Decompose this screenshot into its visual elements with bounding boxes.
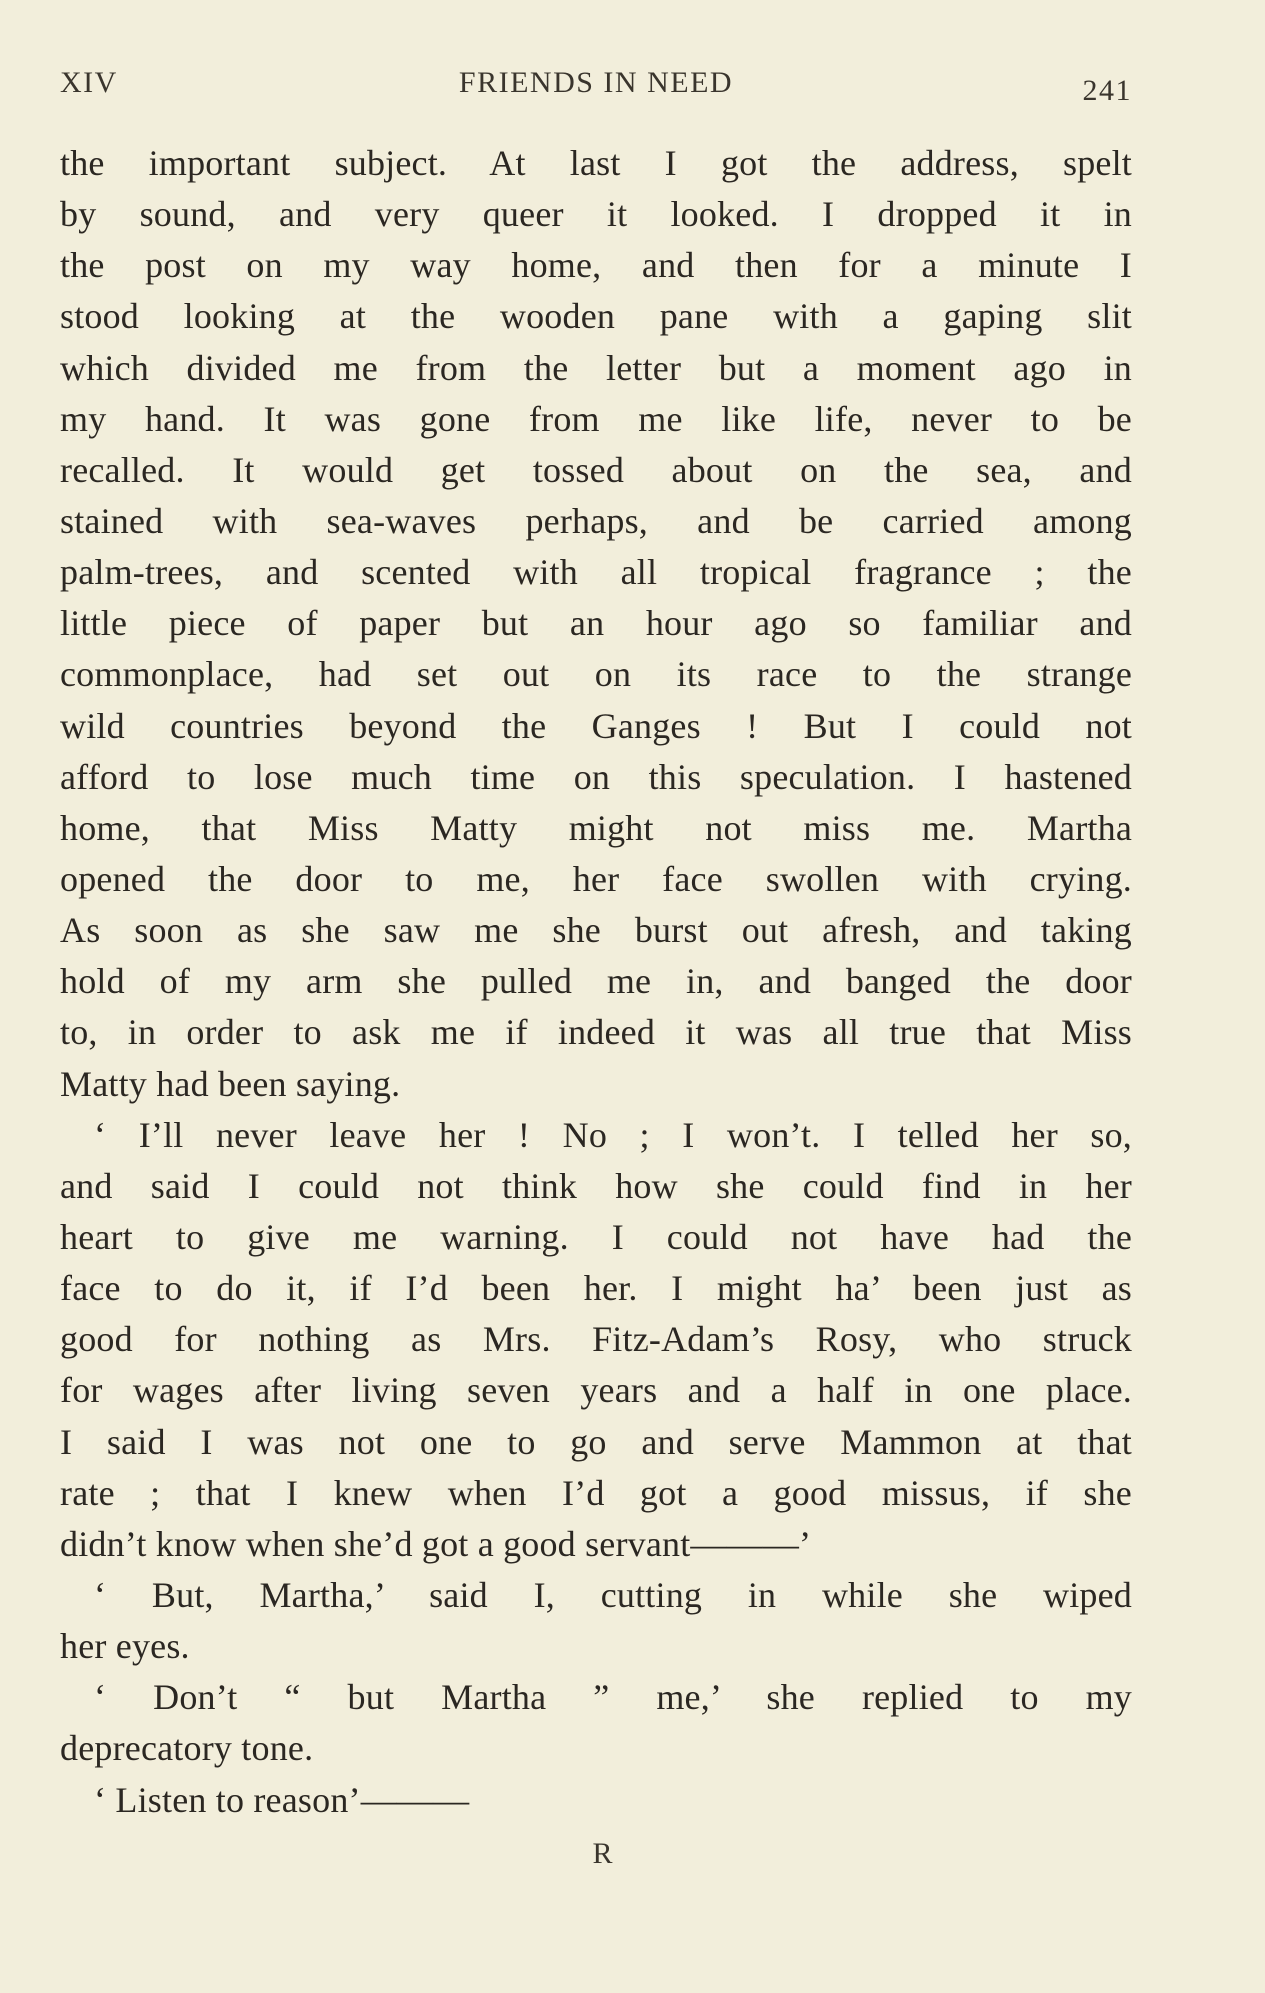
text-line: opened the door to me, her face swollen with crying.	[60, 858, 1132, 899]
text-line: good for nothing as Mrs. Fitz-Adam’s Rosy, who struck	[60, 1319, 1132, 1360]
text-line: face to do it, if I’d been her. I might ha’ been just as	[60, 1268, 1132, 1309]
text-line: home, that Miss Matty might not miss me. Martha	[60, 807, 1132, 848]
text-line: stained with sea-waves perhaps, and be carried among	[60, 500, 1132, 541]
text-line: rate ; that I knew when I’d got a good missus, if she	[60, 1472, 1132, 1513]
text-line: which divided me from the letter but a moment ago in	[60, 347, 1132, 388]
signature-mark: R	[592, 1837, 613, 1870]
text-line: her eyes.	[60, 1626, 190, 1667]
text-line: deprecatory tone.	[60, 1728, 314, 1769]
text-line: the post on my way home, and then for a minute I	[60, 245, 1132, 286]
text-line: wild countries beyond the Ganges ! But I could not	[60, 705, 1132, 746]
text-line: afford to lose much time on this speculation. I hastened	[60, 756, 1132, 797]
text-line: for wages after living seven years and a half in one place.	[60, 1370, 1132, 1411]
text-line: little piece of paper but an hour ago so familiar and	[60, 603, 1132, 644]
text-line: I said I was not one to go and serve Mammon at that	[60, 1421, 1132, 1462]
text-line: As soon as she saw me she burst out afresh, and taking	[60, 910, 1132, 951]
text-line: the important subject. At last I got the address, spelt	[60, 143, 1132, 183]
text-line: ‘ I’ll never leave her ! No ; I won’t. I telled her so,	[94, 1114, 1132, 1155]
text-line: ‘ But, Martha,’ said I, cutting in while she wiped	[94, 1574, 1132, 1615]
text-line: didn’t know when she’d got a good servant———’	[60, 1523, 812, 1564]
running-title: FRIENDS IN NEED	[458, 66, 734, 99]
text-line: ‘ Listen to reason’———	[94, 1779, 470, 1820]
text-line: to, in order to ask me if indeed it was all true that Miss	[60, 1012, 1132, 1053]
page-number: 241	[1082, 74, 1132, 107]
text-line: heart to give me warning. I could not have had the	[60, 1216, 1132, 1257]
text-line: stood looking at the wooden pane with a gaping slit	[60, 296, 1132, 337]
text-line: palm-trees, and scented with all tropical fragrance ; the	[60, 552, 1132, 593]
text-line: and said I could not think how she could find in her	[60, 1165, 1132, 1206]
body-text	[60, 138, 1132, 1826]
text-line: hold of my arm she pulled me in, and banged the door	[60, 961, 1132, 1002]
text-line: commonplace, had set out on its race to the strange	[60, 654, 1132, 695]
text-line: by sound, and very queer it looked. I dropped it in	[60, 194, 1132, 235]
text-line: Matty had been saying.	[60, 1063, 401, 1104]
text-line: my hand. It was gone from me like life, never to be	[60, 398, 1132, 439]
text-line: recalled. It would get tossed about on the sea, and	[60, 449, 1132, 490]
chapter-number: XIV	[60, 66, 118, 99]
text-line: ‘ Don’t “ but Martha ” me,’ she replied to my	[94, 1677, 1132, 1718]
running-head	[60, 66, 1132, 106]
